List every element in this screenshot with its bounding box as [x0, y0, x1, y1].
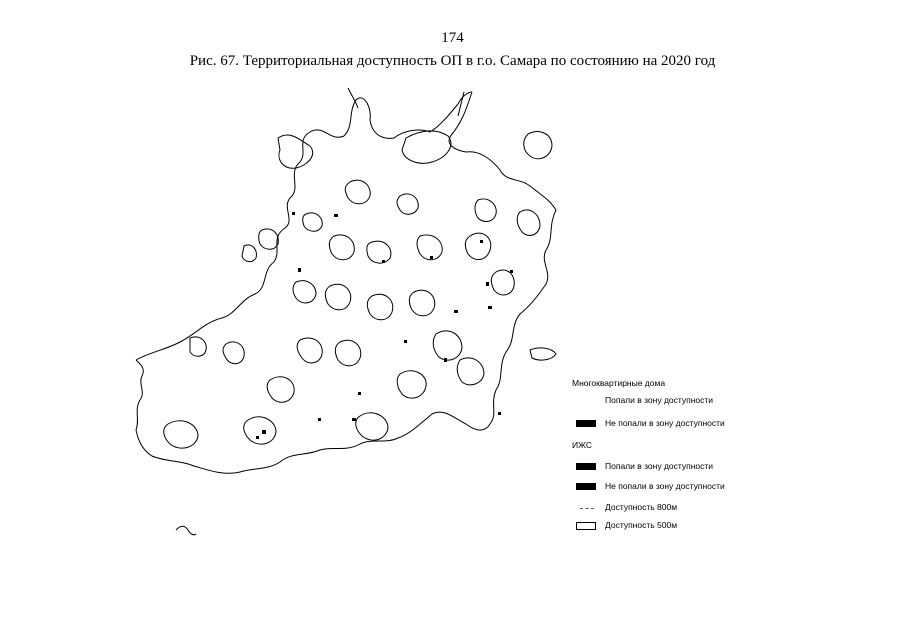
legend-item — [572, 461, 762, 473]
legend-label: Доступность 800м — [605, 502, 678, 512]
city-boundary-north — [344, 92, 472, 138]
legend-swatch — [580, 508, 594, 509]
legend-label: Попали в зону доступности — [605, 395, 714, 405]
legend-label: Попали в зону доступности — [605, 461, 714, 471]
legend-item — [572, 395, 762, 407]
legend-label: Доступность 500м — [605, 520, 678, 530]
city-boundary-west — [136, 130, 344, 360]
legend-item — [572, 502, 762, 514]
legend-swatch — [576, 463, 596, 470]
legend-swatch — [576, 522, 596, 530]
legend-swatch — [576, 397, 596, 404]
legend-label: Не попали в зону доступности — [605, 418, 725, 428]
city-boundary-sw — [136, 360, 143, 430]
legend-group-izhs: ИЖС — [572, 440, 593, 450]
legend-item — [572, 520, 762, 532]
city-boundary-east — [449, 92, 556, 430]
legend-item — [572, 481, 762, 493]
page-number: 174 — [441, 30, 464, 46]
accessibility-zone-outlines — [136, 88, 556, 535]
figure-caption: Рис. 67. Территориальная доступность ОП в г.о. Самара по состоянию на 2020 год — [189, 53, 716, 69]
legend-label: Не попали в зону доступности — [605, 481, 725, 491]
legend-item — [572, 418, 762, 430]
legend-swatch — [576, 483, 596, 490]
non-covered-buildings — [256, 212, 513, 439]
legend-group-apartments: Многоквартирные дома — [572, 378, 666, 388]
legend-swatch — [576, 420, 596, 427]
